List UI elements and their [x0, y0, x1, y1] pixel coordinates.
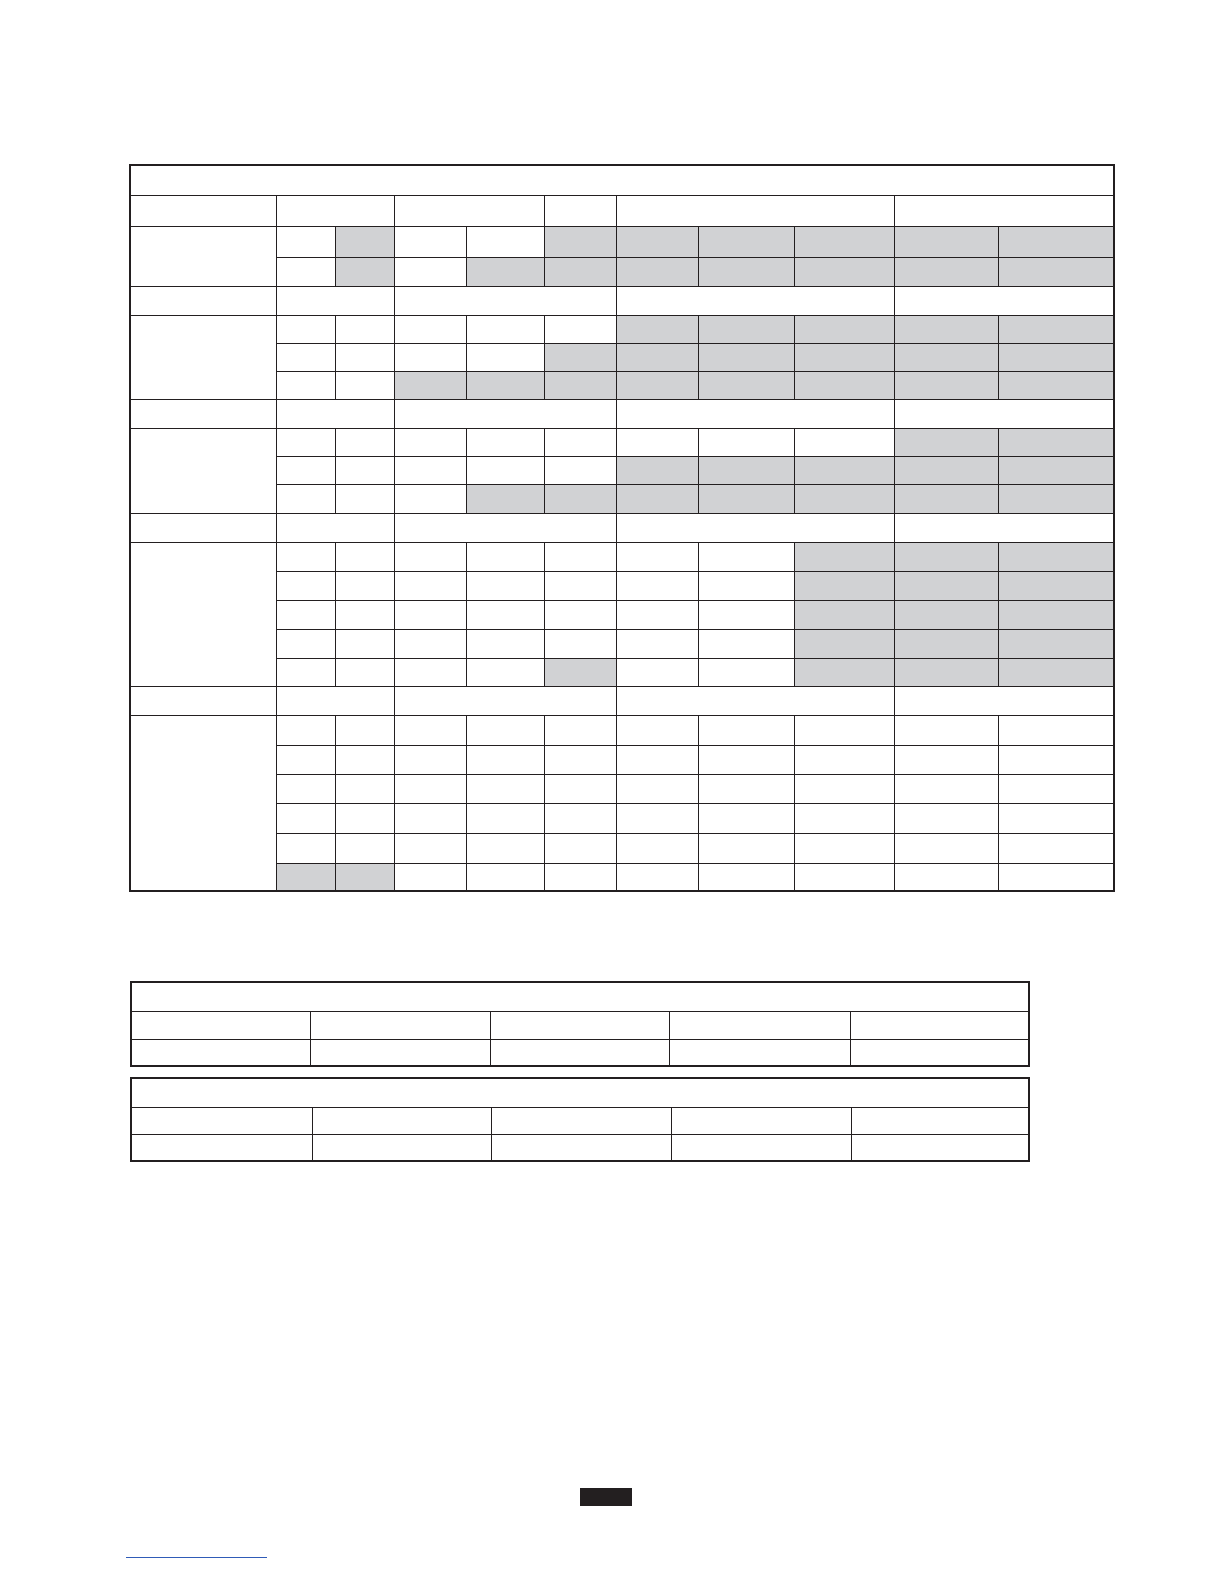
table-cell [698, 371, 794, 399]
table-cell [394, 257, 466, 286]
table-row [130, 371, 1114, 399]
table-cell [894, 629, 998, 658]
table-cell [794, 456, 894, 484]
table-cell [998, 715, 1114, 745]
separator-cell [616, 286, 894, 315]
table-header-row [130, 195, 1114, 226]
table-cell [544, 600, 616, 629]
separator-cell [276, 513, 394, 542]
table-cell [998, 658, 1114, 686]
table-row [130, 774, 1114, 803]
group-separator-row [130, 513, 1114, 542]
group-separator-row [130, 686, 1114, 715]
table-cell [794, 571, 894, 600]
table-cell [466, 629, 544, 658]
group-label [130, 542, 276, 686]
table-cell [276, 658, 335, 686]
table-cell [544, 343, 616, 371]
table-cell [794, 629, 894, 658]
table-cell [466, 715, 544, 745]
separator-cell [394, 399, 616, 428]
table-cell [998, 774, 1114, 803]
small-table-header-cell [851, 1107, 1029, 1134]
table-cell [394, 803, 466, 833]
table-cell [335, 428, 394, 456]
table-cell [466, 745, 544, 774]
table-cell [544, 629, 616, 658]
table-cell [335, 745, 394, 774]
table-cell [616, 774, 698, 803]
header-cell [394, 195, 544, 226]
table-cell [276, 833, 335, 863]
table-cell [544, 542, 616, 571]
table-cell [794, 863, 894, 891]
table-cell [394, 629, 466, 658]
table-cell [616, 833, 698, 863]
table-cell [276, 371, 335, 399]
table-cell [335, 629, 394, 658]
table-cell [394, 863, 466, 891]
table-cell [394, 315, 466, 343]
table-cell [998, 315, 1114, 343]
table-cell [698, 745, 794, 774]
table-cell [998, 456, 1114, 484]
header-cell [130, 195, 276, 226]
separator-cell [130, 286, 276, 315]
table-cell [894, 371, 998, 399]
table-cell [335, 343, 394, 371]
table-row [130, 484, 1114, 513]
table-cell [544, 774, 616, 803]
table-cell [466, 315, 544, 343]
table-cell [276, 600, 335, 629]
group-label [130, 715, 276, 891]
table-cell [276, 315, 335, 343]
small-table-cell [310, 1039, 490, 1066]
table-cell [394, 774, 466, 803]
table-cell [276, 257, 335, 286]
table-cell [998, 428, 1114, 456]
table-cell [394, 833, 466, 863]
group-separator-row [130, 399, 1114, 428]
table-cell [544, 484, 616, 513]
table-cell [616, 343, 698, 371]
table-cell [616, 571, 698, 600]
small-table-title [131, 982, 1029, 1011]
separator-cell [394, 513, 616, 542]
table-cell [698, 658, 794, 686]
table-cell [998, 863, 1114, 891]
small-table-header-cell [850, 1011, 1029, 1039]
table-cell [794, 833, 894, 863]
table-cell [616, 600, 698, 629]
table-cell [276, 745, 335, 774]
table-row [130, 571, 1114, 600]
separator-cell [276, 286, 394, 315]
table-cell [394, 226, 466, 257]
table-cell [616, 658, 698, 686]
table-cell [698, 456, 794, 484]
table-cell [466, 371, 544, 399]
table-cell [466, 774, 544, 803]
table-cell [998, 226, 1114, 257]
table-cell [466, 571, 544, 600]
table-cell [276, 226, 335, 257]
separator-cell [276, 399, 394, 428]
small-table-cell [491, 1134, 671, 1161]
table-cell [544, 571, 616, 600]
header-cell [276, 195, 394, 226]
table-cell [794, 715, 894, 745]
table-cell [544, 456, 616, 484]
small-table-cell [851, 1134, 1029, 1161]
small-table-title [131, 1078, 1029, 1107]
table-cell [466, 542, 544, 571]
header-cell [894, 195, 1114, 226]
table-cell [335, 600, 394, 629]
table-row [130, 803, 1114, 833]
table-row [130, 456, 1114, 484]
table-cell [794, 315, 894, 343]
table-cell [998, 542, 1114, 571]
table-row [130, 257, 1114, 286]
table-cell [616, 629, 698, 658]
table-cell [335, 315, 394, 343]
table-cell [894, 715, 998, 745]
table-title-row [130, 165, 1114, 195]
group-label [130, 428, 276, 513]
separator-cell [130, 686, 276, 715]
table-cell [698, 774, 794, 803]
table-cell [698, 257, 794, 286]
table-cell [998, 257, 1114, 286]
table-cell [894, 863, 998, 891]
small-table-cell [131, 1039, 310, 1066]
table-cell [276, 542, 335, 571]
table-cell [335, 484, 394, 513]
table-cell [276, 571, 335, 600]
small-table-header-cell [310, 1011, 490, 1039]
separator-cell [894, 513, 1114, 542]
header-cell [544, 195, 616, 226]
table-cell [466, 226, 544, 257]
table-cell [394, 542, 466, 571]
group-label [130, 315, 276, 399]
table-cell [698, 542, 794, 571]
small-table-1 [130, 981, 1030, 1067]
table-cell [335, 542, 394, 571]
table-cell [335, 774, 394, 803]
table-cell [616, 428, 698, 456]
table-cell [998, 803, 1114, 833]
separator-cell [894, 686, 1114, 715]
table-row [130, 542, 1114, 571]
small-table-header-cell [131, 1107, 312, 1134]
table-cell [276, 629, 335, 658]
table-cell [466, 343, 544, 371]
table-cell [466, 428, 544, 456]
table-cell [394, 371, 466, 399]
small-table-header-cell [131, 1011, 310, 1039]
table-row [130, 863, 1114, 891]
separator-cell [394, 686, 616, 715]
table-cell [794, 226, 894, 257]
main-table [129, 164, 1115, 892]
table-cell [998, 484, 1114, 513]
header-cell [616, 195, 894, 226]
table-cell [544, 257, 616, 286]
table-cell [794, 428, 894, 456]
table-cell [894, 658, 998, 686]
table-cell [894, 226, 998, 257]
table-cell [794, 745, 894, 774]
table-cell [616, 745, 698, 774]
table-cell [616, 803, 698, 833]
small-table-header-cell [312, 1107, 491, 1134]
table-cell [544, 658, 616, 686]
table-cell [998, 745, 1114, 774]
table-cell [466, 484, 544, 513]
table-cell [698, 803, 794, 833]
table-cell [998, 600, 1114, 629]
table-cell [616, 226, 698, 257]
table-row [130, 226, 1114, 257]
table-cell [466, 803, 544, 833]
table-cell [276, 863, 335, 891]
table-cell [335, 715, 394, 745]
table-cell [544, 863, 616, 891]
separator-cell [616, 399, 894, 428]
table-cell [998, 833, 1114, 863]
table-cell [794, 257, 894, 286]
table-cell [894, 343, 998, 371]
small-table-cell [131, 1134, 312, 1161]
small-table-cell [312, 1134, 491, 1161]
table-cell [394, 343, 466, 371]
table-cell [894, 774, 998, 803]
table-cell [394, 456, 466, 484]
small-table-cell [490, 1039, 669, 1066]
table-cell [894, 428, 998, 456]
table-cell [394, 571, 466, 600]
table-cell [698, 226, 794, 257]
table-cell [276, 774, 335, 803]
table-cell [276, 715, 335, 745]
small-table-header-cell [671, 1107, 851, 1134]
table-cell [698, 428, 794, 456]
table-cell [616, 542, 698, 571]
small-table-header-cell [491, 1107, 671, 1134]
table-cell [276, 484, 335, 513]
table-cell [544, 428, 616, 456]
separator-cell [894, 399, 1114, 428]
table-cell [894, 745, 998, 774]
table-cell [335, 803, 394, 833]
table-cell [394, 658, 466, 686]
separator-cell [894, 286, 1114, 315]
table-cell [616, 315, 698, 343]
table-cell [998, 371, 1114, 399]
table-title [130, 165, 1114, 195]
table-cell [394, 600, 466, 629]
separator-cell [616, 686, 894, 715]
table-cell [794, 542, 894, 571]
table-cell [335, 833, 394, 863]
table-cell [466, 456, 544, 484]
table-cell [698, 343, 794, 371]
table-cell [794, 774, 894, 803]
table-cell [998, 343, 1114, 371]
table-cell [335, 863, 394, 891]
table-row [130, 343, 1114, 371]
separator-cell [276, 686, 394, 715]
group-separator-row [130, 286, 1114, 315]
table-cell [894, 484, 998, 513]
table-cell [698, 863, 794, 891]
table-cell [794, 343, 894, 371]
table-cell [544, 371, 616, 399]
table-cell [894, 600, 998, 629]
table-cell [544, 833, 616, 863]
small-table-header-cell [669, 1011, 850, 1039]
table-cell [794, 484, 894, 513]
group-label [130, 226, 276, 286]
table-cell [394, 428, 466, 456]
table-cell [698, 571, 794, 600]
table-cell [544, 226, 616, 257]
table-cell [616, 371, 698, 399]
table-cell [276, 456, 335, 484]
table-row [130, 658, 1114, 686]
small-table-2 [130, 1077, 1030, 1162]
table-cell [466, 863, 544, 891]
table-cell [394, 484, 466, 513]
table-cell [894, 833, 998, 863]
table-cell [276, 343, 335, 371]
separator-cell [394, 286, 616, 315]
table-cell [998, 629, 1114, 658]
small-table-cell [671, 1134, 851, 1161]
footer-rule [126, 1557, 267, 1558]
table-row [130, 833, 1114, 863]
table-cell [698, 715, 794, 745]
table-row [130, 745, 1114, 774]
table-row [130, 715, 1114, 745]
table-cell [335, 371, 394, 399]
separator-cell [130, 513, 276, 542]
table-cell [894, 803, 998, 833]
table-cell [394, 745, 466, 774]
table-cell [998, 571, 1114, 600]
table-cell [794, 803, 894, 833]
separator-cell [616, 513, 894, 542]
table-cell [616, 715, 698, 745]
table-cell [698, 484, 794, 513]
table-cell [276, 428, 335, 456]
table-cell [544, 803, 616, 833]
table-cell [698, 315, 794, 343]
table-cell [466, 658, 544, 686]
table-row [130, 629, 1114, 658]
small-table-cell [850, 1039, 1029, 1066]
table-cell [894, 315, 998, 343]
table-row [130, 315, 1114, 343]
table-cell [335, 257, 394, 286]
table-cell [894, 456, 998, 484]
table-cell [794, 600, 894, 629]
table-cell [544, 715, 616, 745]
table-cell [616, 484, 698, 513]
table-cell [794, 658, 894, 686]
small-table-header-cell [490, 1011, 669, 1039]
separator-cell [130, 399, 276, 428]
table-row [130, 600, 1114, 629]
small-table-cell [669, 1039, 850, 1066]
table-cell [894, 571, 998, 600]
table-cell [466, 833, 544, 863]
table-cell [335, 658, 394, 686]
table-row [130, 428, 1114, 456]
table-cell [616, 456, 698, 484]
table-cell [276, 803, 335, 833]
table-cell [335, 226, 394, 257]
table-cell [466, 257, 544, 286]
table-cell [394, 715, 466, 745]
page-number-tab [580, 1488, 632, 1506]
table-cell [616, 863, 698, 891]
table-cell [794, 371, 894, 399]
table-cell [894, 257, 998, 286]
table-cell [698, 833, 794, 863]
table-cell [335, 456, 394, 484]
table-cell [335, 571, 394, 600]
table-cell [698, 600, 794, 629]
table-cell [466, 600, 544, 629]
table-cell [544, 745, 616, 774]
table-cell [616, 257, 698, 286]
table-cell [698, 629, 794, 658]
table-cell [544, 315, 616, 343]
table-cell [894, 542, 998, 571]
